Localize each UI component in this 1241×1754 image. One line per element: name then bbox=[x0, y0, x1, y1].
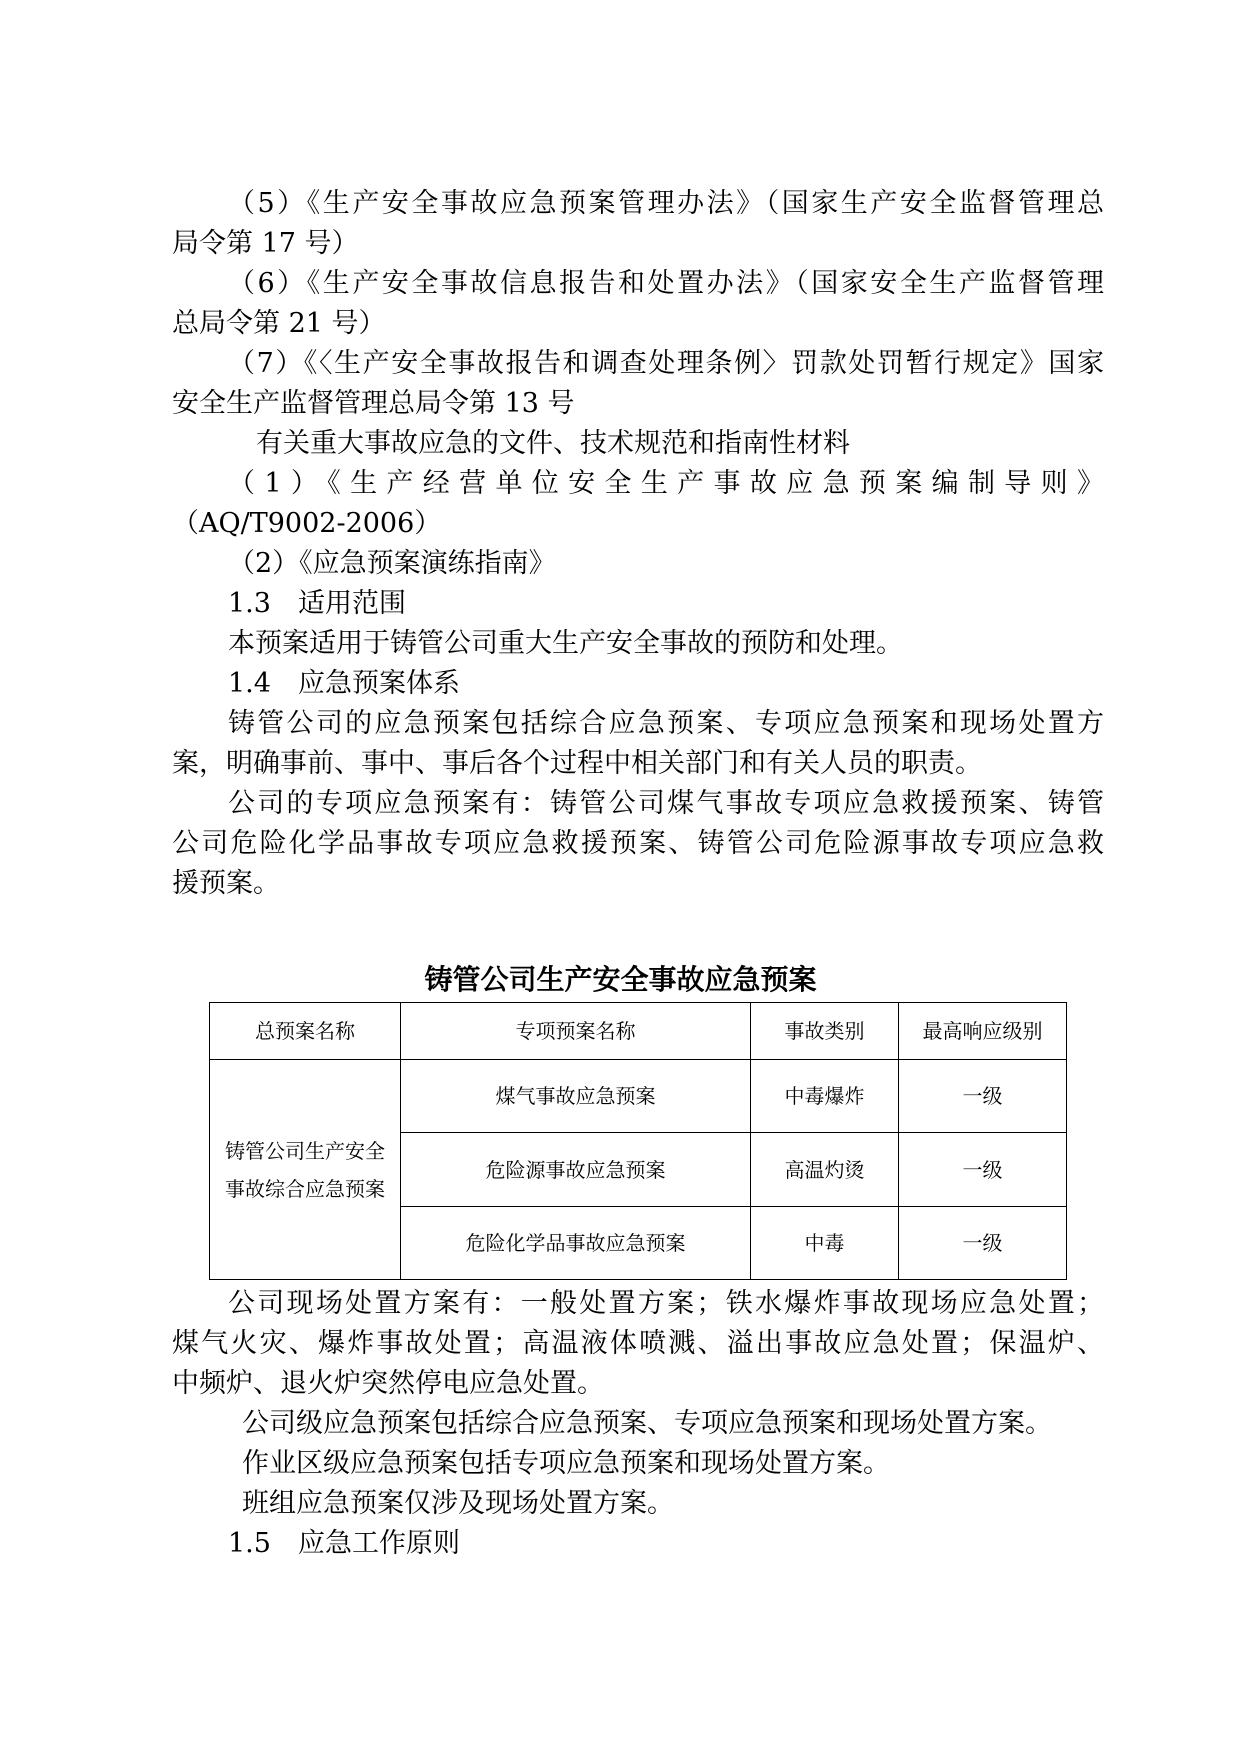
text-line: （2）《应急预案演练指南》 bbox=[228, 548, 556, 579]
text-line: 安全生产监督管理总局令第 13 号 bbox=[172, 388, 575, 419]
text-line: 本预案适用于铸管公司重大生产安全事故的预防和处理。 bbox=[228, 628, 903, 659]
section-heading: 1.5 应急工作原则 bbox=[228, 1528, 460, 1559]
header-cell: 专项预案名称 bbox=[401, 1003, 751, 1060]
text-line: （6）《生产安全事故信息报告和处置办法》（国家安全生产监督管理 bbox=[228, 268, 1104, 299]
header-cell: 事故类别 bbox=[751, 1003, 899, 1060]
category-cell: 高温灼烫 bbox=[751, 1133, 899, 1206]
text-line: （7）《〈生产安全事故报告和调查处理条例〉罚款处罚暂行规定》国家 bbox=[228, 348, 1104, 379]
text-line: 煤气火灾、爆炸事故处置；高温液体喷溅、溢出事故应急处置；保温炉、 bbox=[172, 1328, 1104, 1359]
table-header-row bbox=[210, 1003, 1067, 1060]
text-line: 案，明确事前、事中、事后各个过程中相关部门和有关人员的职责。 bbox=[172, 748, 982, 779]
text-line: 中频炉、退火炉突然停电应急处置。 bbox=[172, 1368, 604, 1399]
level-cell: 一级 bbox=[899, 1133, 1067, 1206]
overall-plan-cell: 铸管公司生产安全事故综合应急预案 bbox=[210, 1060, 401, 1280]
text-line: 有关重大事故应急的文件、技术规范和指南性材料 bbox=[256, 428, 850, 459]
text-line: 援预案。 bbox=[172, 868, 280, 899]
text-line: 公司现场处置方案有：一般处置方案；铁水爆炸事故现场应急处置； bbox=[228, 1288, 1104, 1319]
section-heading: 1.4 应急预案体系 bbox=[228, 668, 460, 699]
text-line: 公司危险化学品事故专项应急救援预案、铸管公司危险源事故专项应急救 bbox=[172, 828, 1104, 859]
table-row bbox=[210, 1060, 1067, 1133]
plan-table bbox=[209, 1002, 1067, 1280]
section-heading: 1.3 适用范围 bbox=[228, 588, 406, 619]
text-line: 总局令第 21 号） bbox=[172, 308, 386, 339]
plan-cell: 危险源事故应急预案 bbox=[401, 1133, 751, 1206]
text-line: 公司的专项应急预案有：铸管公司煤气事故专项应急救援预案、铸管 bbox=[228, 788, 1104, 819]
level-cell: 一级 bbox=[899, 1206, 1067, 1279]
header-cell: 总预案名称 bbox=[210, 1003, 401, 1060]
category-cell: 中毒 bbox=[751, 1206, 899, 1279]
text-line: 班组应急预案仅涉及现场处置方案。 bbox=[242, 1488, 674, 1519]
header-cell: 最高响应级别 bbox=[899, 1003, 1067, 1060]
text-line: 局令第 17 号） bbox=[172, 228, 359, 259]
text-line: 作业区级应急预案包括专项应急预案和现场处置方案。 bbox=[242, 1448, 890, 1479]
plan-cell: 危险化学品事故应急预案 bbox=[401, 1206, 751, 1279]
text-line: （1）《生产经营单位安全生产事故应急预案编制导则》 bbox=[228, 468, 1104, 499]
text-line: （AQ/T9002-2006） bbox=[172, 508, 442, 539]
plan-cell: 煤气事故应急预案 bbox=[401, 1060, 751, 1133]
category-cell: 中毒爆炸 bbox=[751, 1060, 899, 1133]
level-cell: 一级 bbox=[899, 1060, 1067, 1133]
text-line: 铸管公司的应急预案包括综合应急预案、专项应急预案和现场处置方 bbox=[228, 708, 1104, 739]
table-caption: 铸管公司生产安全事故应急预案 bbox=[424, 963, 817, 996]
text-line: 公司级应急预案包括综合应急预案、专项应急预案和现场处置方案。 bbox=[242, 1408, 1052, 1439]
text-line: （5）《生产安全事故应急预案管理办法》（国家生产安全监督管理总 bbox=[228, 188, 1104, 219]
